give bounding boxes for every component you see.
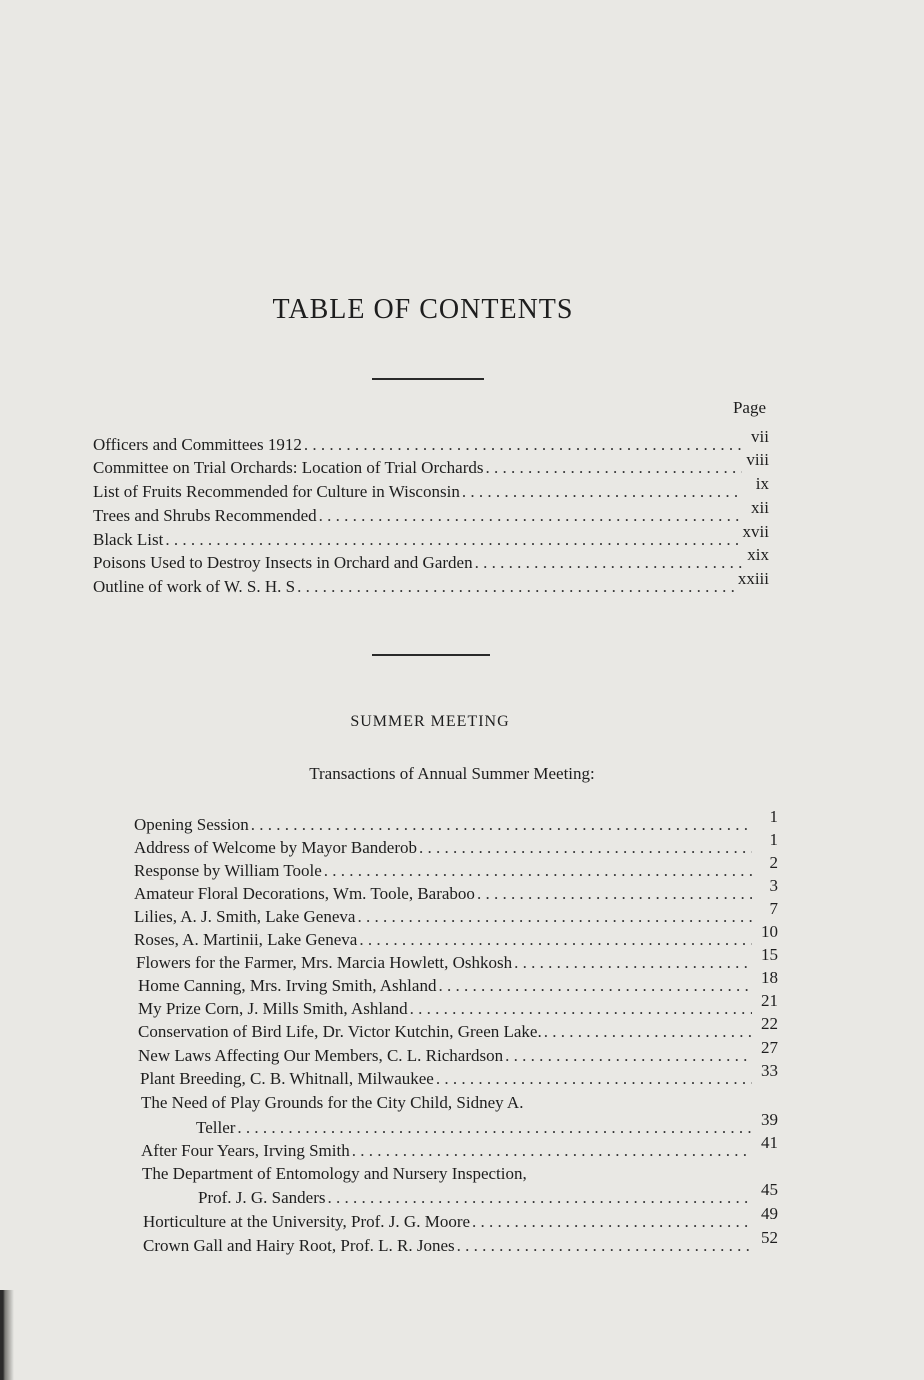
- toc-entry-title: Home Canning, Mrs. Irving Smith, Ashland: [138, 976, 437, 995]
- page-title: TABLE OF CONTENTS: [272, 294, 574, 325]
- section-title: SUMMER MEETING: [350, 713, 510, 730]
- leader-dots: [475, 552, 743, 574]
- leader-dots: [472, 1211, 752, 1233]
- toc-entry-title: Black List: [93, 530, 164, 549]
- toc-entry-title: Crown Gall and Hairy Root, Prof. L. R. Jones: [143, 1236, 455, 1255]
- leader-dots: [462, 481, 743, 503]
- leader-dots: [319, 505, 743, 527]
- leader-dots: [297, 576, 734, 598]
- toc-entry-title: Plant Breeding, C. B. Whitnall, Milwaukee: [140, 1069, 434, 1088]
- toc-entry: [134, 922, 778, 951]
- toc-entry-page: vii: [751, 427, 769, 446]
- toc-entry: [93, 545, 769, 574]
- toc-entry-title-line1: The Department of Entomology and Nursery Inspection,: [142, 1164, 527, 1183]
- toc-entry-title: Horticulture at the University, Prof. J. G. Moore: [143, 1212, 471, 1231]
- toc-entry-title: Officers and Committees 1912: [93, 435, 302, 454]
- leader-dots: [352, 1140, 752, 1162]
- toc-entry-page: 49: [761, 1204, 778, 1223]
- toc-entry-title: Address of Welcome by Mayor Banderob: [134, 838, 417, 857]
- toc-entry-page: 52: [761, 1228, 778, 1247]
- toc-entry-page: 7: [769, 899, 778, 918]
- toc-entry-title: New Laws Affecting Our Members, C. L. Richardson: [138, 1046, 504, 1065]
- title-rule: [372, 378, 484, 380]
- toc-entry-page: 1: [769, 830, 778, 849]
- toc-entry: [93, 522, 769, 551]
- page-column-label: Page: [732, 398, 766, 417]
- toc-entry-title: My Prize Corn, J. Mills Smith, Ashland: [138, 999, 408, 1018]
- toc-entry-title: Teller: [196, 1118, 236, 1137]
- book-spine-shadow: [0, 1290, 14, 1380]
- toc-entry-title: Lilies, A. J. Smith, Lake Geneva: [134, 907, 356, 926]
- toc-entry-page: xii: [751, 498, 769, 517]
- toc-entry-title: Outline of work of W. S. H. S: [93, 577, 296, 596]
- leader-dots: [328, 1187, 753, 1209]
- toc-entry-title-line1: The Need of Play Grounds for the City Child, Sidney A.: [141, 1093, 524, 1112]
- leader-dots: [410, 998, 752, 1020]
- toc-entry-page: 1: [769, 807, 778, 826]
- toc-entry-page: ix: [755, 474, 769, 493]
- toc-entry-page: 21: [761, 991, 778, 1010]
- toc-entry: [93, 498, 769, 527]
- leader-dots: [237, 1117, 752, 1139]
- toc-entry-title: After Four Years, Irving Smith: [141, 1141, 350, 1160]
- toc-entry: [138, 1038, 778, 1067]
- section-subtitle: Transactions of Annual Summer Meeting:: [309, 764, 595, 783]
- toc-entry: [134, 876, 778, 905]
- toc-entry-title: Committee on Trial Orchards: Location of Trial Orchards: [93, 458, 484, 477]
- toc-entry-title: Flowers for the Farmer, Mrs. Marcia Howlett, Oshkosh: [136, 953, 513, 972]
- toc-entry: [138, 968, 778, 997]
- section-rule: [372, 654, 490, 656]
- toc-entry-title: Opening Session: [134, 815, 249, 834]
- toc-entry: [93, 450, 769, 479]
- toc-entry-title: Conservation of Bird Life, Dr. Victor Kutchin, Green Lake.: [138, 1022, 542, 1041]
- toc-entry-page: 39: [761, 1110, 778, 1129]
- leader-dots: [324, 860, 752, 882]
- leader-dots: [438, 975, 752, 997]
- leader-dots: [165, 529, 738, 551]
- toc-entry: [140, 1061, 778, 1090]
- toc-entry-page: 22: [761, 1014, 778, 1033]
- toc-entry-title: List of Fruits Recommended for Culture in Wisconsin: [93, 482, 460, 501]
- toc-entry: [196, 1110, 778, 1139]
- leader-dots: [505, 1045, 752, 1067]
- toc-entry-page: 10: [761, 922, 778, 941]
- leader-dots: [436, 1068, 752, 1090]
- leader-dots: [485, 457, 742, 479]
- leader-dots: [544, 1021, 752, 1043]
- leader-dots: [357, 906, 752, 928]
- toc-entry-page: xxiii: [737, 569, 769, 588]
- toc-entry: [138, 991, 778, 1020]
- toc-entry: [141, 1133, 778, 1162]
- leader-dots: [304, 434, 743, 456]
- leader-dots: [359, 929, 752, 951]
- toc-entry-title: Response by William Toole: [134, 861, 322, 880]
- toc-entry: [134, 807, 778, 836]
- toc-entry-page: 18: [761, 968, 778, 987]
- toc-entry-title: Poisons Used to Destroy Insects in Orchard and Garden: [93, 553, 473, 572]
- toc-entry-title: Prof. J. G. Sanders: [198, 1188, 326, 1207]
- leader-dots: [419, 837, 752, 859]
- toc-entry: [134, 830, 778, 859]
- toc-entry-page: 41: [761, 1133, 778, 1152]
- toc-entry: [134, 853, 778, 882]
- leader-dots: [514, 952, 752, 974]
- toc-entry: [93, 474, 769, 503]
- toc-entry: [198, 1180, 778, 1209]
- toc-entry: [143, 1228, 778, 1257]
- toc-entry-page: viii: [746, 450, 769, 469]
- leader-dots: [251, 814, 752, 836]
- toc-entry: [138, 1014, 778, 1043]
- toc-entry-page: 15: [761, 945, 778, 964]
- toc-entry: [143, 1204, 778, 1233]
- toc-entry-page: 27: [761, 1038, 778, 1057]
- toc-entry-title: Trees and Shrubs Recommended: [93, 506, 317, 525]
- toc-entry-page: 2: [769, 853, 778, 872]
- toc-entry: [136, 945, 778, 974]
- toc-entry: [134, 899, 778, 928]
- toc-entry-title: Amateur Floral Decorations, Wm. Toole, Baraboo: [134, 884, 475, 903]
- toc-entry: [93, 427, 769, 456]
- leader-dots: [477, 883, 752, 905]
- leader-dots: [457, 1235, 752, 1257]
- toc-entry-title: Roses, A. Martinii, Lake Geneva: [134, 930, 358, 949]
- toc-entry-page: xvii: [742, 522, 769, 541]
- toc-entry-page: 45: [761, 1180, 778, 1199]
- toc-entry-page: xix: [747, 545, 769, 564]
- toc-entry-page: 33: [761, 1061, 778, 1080]
- toc-entry-page: 3: [769, 876, 778, 895]
- toc-entry: [93, 569, 769, 598]
